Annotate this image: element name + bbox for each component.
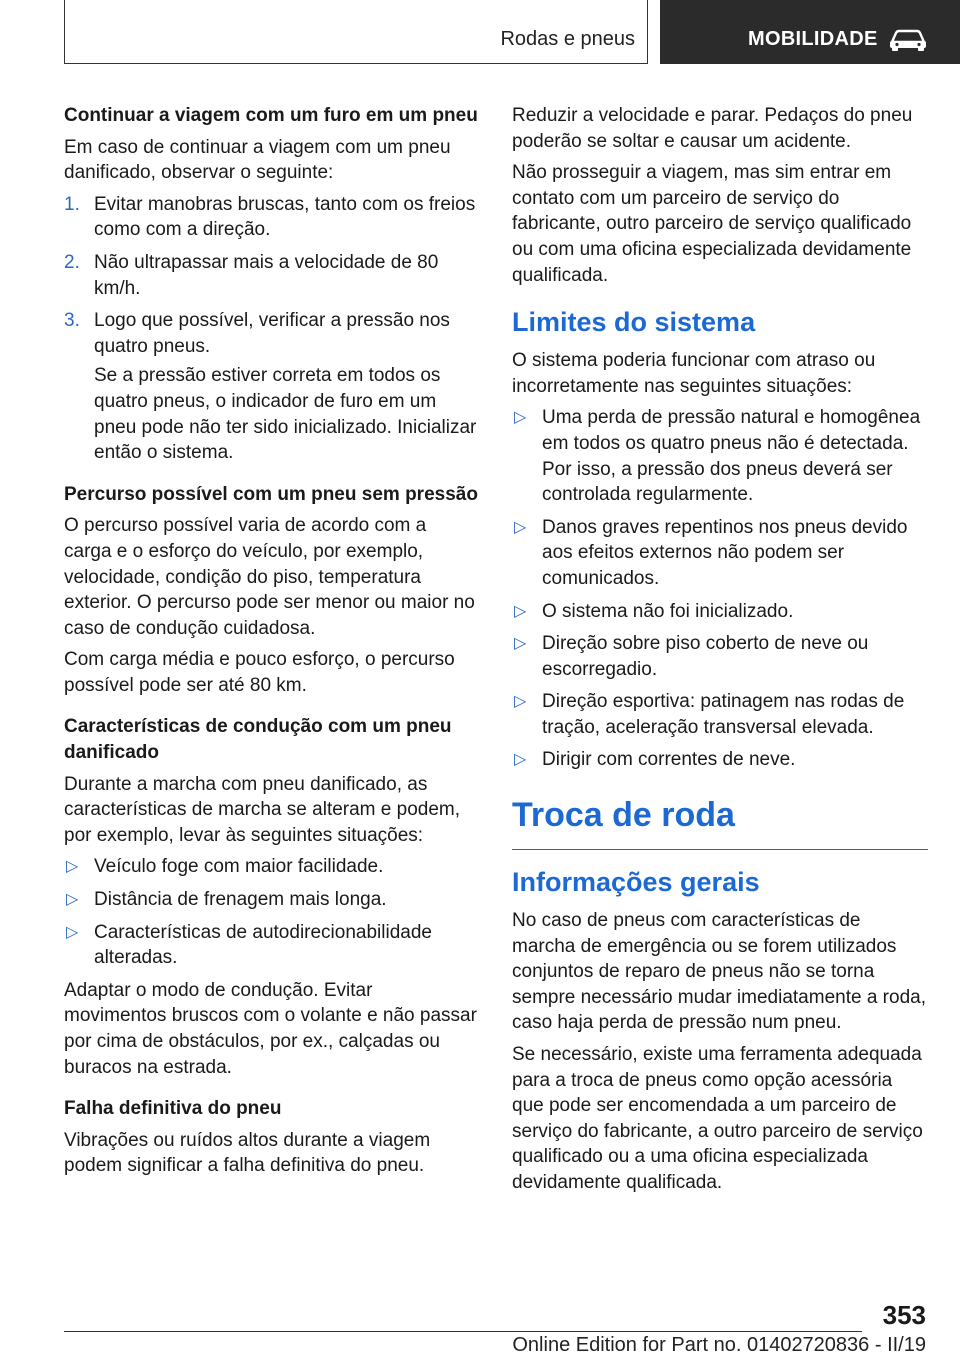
list-number: 3. xyxy=(64,310,80,332)
list-item xyxy=(512,599,928,625)
list-item-note: Se a pressão estiver correta em todos os quatro pneus, o indicador de furo em um pneu pode não ter sido inicializado. Inicializar então o sistema. xyxy=(94,365,477,464)
list-item-text: Distância de frenagem mais longa. xyxy=(94,889,387,911)
heading-wheel-change: Troca de roda xyxy=(512,796,735,835)
list-item xyxy=(64,250,478,301)
page-number: 353 xyxy=(882,1300,926,1330)
header-section-box xyxy=(64,0,648,64)
list-item-text: Não ultrapassar mais a velocidade de 80 km/h. xyxy=(94,251,439,299)
list-item-text: Características de autodirecionabilidade alteradas. xyxy=(94,921,432,969)
list-item xyxy=(512,631,928,682)
header-chapter-title: MOBILIDADE xyxy=(748,28,878,50)
left-column xyxy=(64,103,478,1185)
list-item-text: Logo que possível, verificar a pressão nos quatro pneus. xyxy=(94,310,450,357)
triangle-bullet-icon: ▷ xyxy=(66,858,79,876)
triangle-bullet-icon: ▷ xyxy=(66,891,79,909)
list-item xyxy=(64,887,478,913)
list-item-text: Direção sobre piso coberto de neve ou escorregadio. xyxy=(542,633,869,680)
heading-general-info: Informações gerais xyxy=(512,867,760,898)
list-item-text: Danos graves repentinos nos pneus devido aos efeitos externos não podem ser comunicados. xyxy=(542,516,908,589)
footer-divider xyxy=(64,1331,862,1332)
header-chapter-box xyxy=(660,0,960,64)
list-number: 2. xyxy=(64,251,80,273)
list-item xyxy=(64,192,478,243)
heading-possible-distance: Percurso possível com um pneu sem pressão xyxy=(64,483,478,505)
heading-continue-flat: Continuar a viagem com um furo em um pneu xyxy=(64,105,478,126)
paragraph-characteristics-outro: Adaptar o modo de condução. Evitar movimentos bruscos com o volante e não passar por cima de obstáculos, por ex., calçadas ou buracos na estrada. xyxy=(64,979,477,1078)
header-section-title: Rodas e pneus xyxy=(500,28,635,50)
list-item-text: Direção esportiva: patinagem nas rodas de tração, aceleração transversal elevada. xyxy=(542,691,905,738)
paragraph-distance-1: O percurso possível varia de acordo com a carga e o esforço do veículo, por exemplo, velocidade, condição do piso, temperatura exterior. O percurso pode ser menor ou maior no caso de condução cuidadosa. xyxy=(64,515,475,639)
triangle-bullet-icon: ▷ xyxy=(66,923,79,941)
heading-rule xyxy=(512,849,928,850)
paragraph-reduce-speed: Reduzir a velocidade e parar. Pedaços do pneu poderão se soltar e causar um acidente. xyxy=(512,105,913,152)
bullet-list xyxy=(512,405,928,773)
paragraph-continue-intro: Em caso de continuar a viagem com um pneu danificado, observar o seguinte: xyxy=(64,136,451,184)
car-icon xyxy=(888,26,928,57)
list-item-text: Uma perda de pressão natural e homogênea em todos os quatro pneus não é detectada. Por isso, a pressão dos pneus deverá ser controlada regularmente. xyxy=(542,407,921,506)
list-item xyxy=(64,854,478,880)
triangle-bullet-icon: ▷ xyxy=(514,518,527,536)
list-number: 1. xyxy=(64,193,80,215)
list-item-text: O sistema não foi inicializado. xyxy=(542,600,794,622)
list-item-text: Veículo foge com maior facilidade. xyxy=(94,856,384,878)
heading-system-limits: Limites do sistema xyxy=(512,307,756,338)
paragraph-distance-2: Com carga média e pouco esforço, o percurso possível pode ser até 80 km. xyxy=(64,649,455,696)
heading-driving-characteristics: Características de condução com um pneu danificado xyxy=(64,716,452,764)
paragraph-general-1: No caso de pneus com características de marcha de emergência ou se forem utilizados conjuntos de reparo de pneus não se torna sempre necessário mudar imediatamente a roda, caso haja perda de pressão num pneu. xyxy=(512,910,926,1034)
footer-edition: Online Edition for Part no. 01402720836 - II/19 xyxy=(512,1334,926,1356)
heading-tire-failure: Falha definitiva do pneu xyxy=(64,1098,282,1120)
triangle-bullet-icon: ▷ xyxy=(514,409,527,427)
right-column xyxy=(512,103,928,1202)
triangle-bullet-icon: ▷ xyxy=(514,693,527,711)
bullet-list xyxy=(64,854,478,970)
paragraph-general-2: Se necessário, existe uma ferramenta adequada para a troca de pneus como opção acessória que pode ser encomendada a um parceiro de serviço do fabricante, a outro parceiro de serviço qualificado ou a uma oficina especializada devidamente qualificada. xyxy=(512,1044,923,1193)
list-item xyxy=(512,747,928,773)
list-item-text: Evitar manobras bruscas, tanto com os freios como com a direção. xyxy=(94,193,476,241)
paragraph-contact-service: Não prosseguir a viagem, mas sim entrar em contato com um parceiro de serviço do fabricante, outro parceiro de serviço qualificado ou com uma oficina especializada devidamente qualificada. xyxy=(512,162,912,286)
paragraph-limits-intro: O sistema poderia funcionar com atraso ou incorretamente nas seguintes situações: xyxy=(512,350,876,397)
triangle-bullet-icon: ▷ xyxy=(514,635,527,653)
list-item xyxy=(512,689,928,740)
list-item-text: Dirigir com correntes de neve. xyxy=(542,749,796,771)
list-item xyxy=(512,515,928,592)
list-item xyxy=(512,405,928,507)
triangle-bullet-icon: ▷ xyxy=(514,751,527,769)
triangle-bullet-icon: ▷ xyxy=(514,602,527,620)
numbered-list xyxy=(64,192,478,466)
list-item xyxy=(64,308,478,466)
paragraph-characteristics-intro: Durante a marcha com pneu danificado, as características de marcha se alteram e podem, por exemplo, levar às seguintes situações: xyxy=(64,773,461,846)
paragraph-tire-failure: Vibrações ou ruídos altos durante a viagem podem significar a falha definitiva do pneu. xyxy=(64,1129,431,1177)
list-item xyxy=(64,920,478,971)
